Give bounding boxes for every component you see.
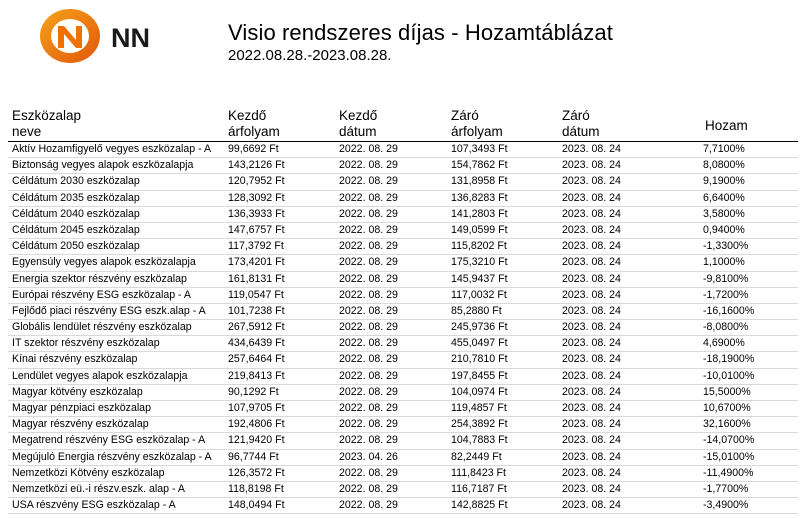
start-price-cell: 434,6439 Ft [228,337,285,350]
end-price-cell: 455,0497 Ft [451,337,508,350]
start-date-cell: 2022. 08. 29 [339,418,398,431]
table-row [8,336,798,352]
table-row [8,223,798,239]
start-price-cell: 99,6692 Ft [228,143,279,155]
return-cell: 10,6700% [703,402,751,414]
end-date-cell: 2023. 08. 24 [562,450,621,463]
table-row [8,288,798,304]
return-cell: 0,9400% [703,223,745,236]
start-price-cell: 121,9420 Ft [228,434,285,447]
end-price-cell: 131,8958 Ft [451,175,508,188]
start-price-cell: 120,7952 Ft [228,175,285,188]
fund-name-cell: Lendület vegyes alapok eszközalapja [12,369,188,382]
start-date-cell: 2022. 08. 29 [339,191,398,204]
start-price-cell: 143,2126 Ft [228,159,285,172]
start-date-cell: 2022. 08. 29 [339,159,398,172]
return-cell: -14,0700% [703,434,755,447]
fund-name-cell: Megújuló Energia részvény eszközalap - A [12,450,212,463]
fund-name-cell: Megatrend részvény ESG eszközalap - A [12,434,206,447]
col-header-return: Hozam [705,118,748,133]
end-date-cell: 2023. 08. 24 [562,175,621,188]
return-cell: -1,3300% [703,240,749,253]
end-date-cell: 2023. 08. 24 [562,256,621,269]
brand-wordmark: NN [111,23,150,53]
start-date-cell: 2022. 08. 29 [339,207,398,220]
table-row [8,466,798,482]
end-date-cell: 2023. 08. 24 [562,240,621,253]
start-date-cell: 2022. 08. 29 [339,466,398,479]
fund-name-cell: Energia szektor részvény eszközalap [12,272,187,285]
fund-name-cell: Céldátum 2040 eszközalap [12,207,140,220]
start-date-cell: 2022. 08. 29 [339,482,398,495]
table-row [8,385,798,401]
table-row [8,142,798,158]
fund-name-cell: Kínai részvény eszközalap [12,353,138,366]
fund-name-cell: Globális lendület részvény eszközalap [12,321,192,334]
table-row [8,304,798,320]
return-cell: -16,1600% [703,304,755,317]
start-date-cell: 2022. 08. 29 [339,223,398,236]
end-price-cell: 82,2449 Ft [451,450,502,463]
table-row [8,352,798,368]
end-price-cell: 111,8423 Ft [451,466,506,479]
start-price-cell: 161,8131 Ft [228,272,285,285]
fund-name-cell: Egyensúly vegyes alapok eszközalapja [12,256,196,269]
table-row [8,239,798,255]
start-date-cell: 2022. 08. 29 [339,499,398,512]
start-price-cell: 117,3792 Ft [228,240,284,253]
start-price-cell: 148,0494 Ft [228,499,285,512]
end-price-cell: 116,7187 Ft [451,482,507,495]
table-row [8,207,798,223]
table-body [8,142,798,514]
return-cell: -1,7200% [703,288,749,301]
return-cell: -18,1900% [703,353,755,366]
end-date-cell: 2023. 08. 24 [562,191,621,204]
return-cell: 3,5800% [703,207,745,220]
return-cell: -1,7700% [703,482,749,495]
end-date-cell: 2023. 08. 24 [562,402,621,414]
fund-name-cell: IT szektor részvény eszközalap [12,337,160,350]
end-date-cell: 2023. 08. 24 [562,499,621,512]
return-cell: 9,1900% [703,175,745,188]
fund-name-cell: Céldátum 2050 eszközalap [12,240,140,253]
start-price-cell: 118,8198 Ft [228,482,284,495]
nn-logo-icon [20,4,180,64]
return-cell: -3,4900% [703,499,749,512]
fund-name-cell: Nemzetközi eü.-i részv.eszk. alap - A [12,482,185,495]
start-date-cell: 2022. 08. 29 [339,272,398,285]
start-date-cell: 2022. 08. 29 [339,175,398,188]
table-row [8,498,798,514]
start-price-cell: 90,1292 Ft [228,385,279,398]
table-row [8,255,798,271]
start-date-cell: 2022. 08. 29 [339,240,398,253]
end-price-cell: 85,2880 Ft [451,304,502,317]
end-price-cell: 115,8202 Ft [451,240,507,253]
fund-name-cell: USA részvény ESG eszközalap - A [12,499,176,512]
end-price-cell: 210,7810 Ft [451,353,508,366]
table-row [8,272,798,288]
end-price-cell: 149,0599 Ft [451,223,508,236]
return-cell: -9,8100% [703,272,749,285]
start-price-cell: 136,3933 Ft [228,207,285,220]
end-price-cell: 254,3892 Ft [451,418,508,431]
start-price-cell: 257,6464 Ft [228,353,285,366]
table-row [8,450,798,466]
col-header-end-price: Záró árfolyam [451,108,503,139]
end-date-cell: 2023. 08. 24 [562,434,621,447]
start-date-cell: 2022. 08. 29 [339,143,398,155]
table-header [8,104,798,142]
fund-name-cell: Biztonság vegyes alapok eszközalapja [12,159,194,172]
return-cell: -10,0100% [703,369,755,382]
start-price-cell: 101,7238 Ft [228,304,285,317]
returns-table [8,104,798,514]
end-date-cell: 2023. 08. 24 [562,418,621,431]
end-price-cell: 107,3493 Ft [451,143,508,155]
end-date-cell: 2023. 08. 24 [562,223,621,236]
col-header-fund-name: Eszközalap neve [12,108,82,139]
return-cell: 8,0800% [703,159,745,172]
start-price-cell: 219,8413 Ft [228,369,285,382]
end-date-cell: 2023. 08. 24 [562,466,621,479]
col-header-start-price: Kezdő árfolyam [228,108,280,139]
start-price-cell: 128,3092 Ft [228,191,285,204]
end-date-cell: 2023. 08. 24 [562,321,621,334]
table-row [8,401,798,417]
col-header-end-date: Záró dátum [562,108,600,139]
start-price-cell: 147,6757 Ft [228,223,285,236]
return-cell: -8,0800% [703,321,749,334]
page-title: Visio rendszeres díjas - Hozamtáblázat [228,20,613,45]
start-date-cell: 2023. 04. 26 [339,450,398,463]
fund-name-cell: Céldátum 2035 eszközalap [12,191,140,204]
start-price-cell: 96,7744 Ft [228,450,279,463]
start-date-cell: 2022. 08. 29 [339,321,398,334]
table-row [8,369,798,385]
end-price-cell: 104,0974 Ft [451,385,508,398]
date-range: 2022.08.28.-2023.08.28. [228,47,392,64]
start-date-cell: 2022. 08. 29 [339,256,398,269]
table-row [8,320,798,336]
col-header-start-date: Kezdő dátum [339,108,378,139]
end-price-cell: 142,8825 Ft [451,499,508,512]
end-date-cell: 2023. 08. 24 [562,385,621,398]
fund-name-cell: Nemzetközi Kötvény eszközalap [12,466,165,479]
end-date-cell: 2023. 08. 24 [562,159,621,172]
table-row [8,482,798,498]
end-date-cell: 2023. 08. 24 [562,143,621,155]
table-row [8,158,798,174]
end-price-cell: 117,0032 Ft [451,288,507,301]
fund-name-cell: Magyar kötvény eszközalap [12,385,143,398]
end-price-cell: 104,7883 Ft [451,434,508,447]
return-cell: 6,6400% [703,191,745,204]
end-date-cell: 2023. 08. 24 [562,304,621,317]
end-price-cell: 197,8455 Ft [451,369,508,382]
return-cell: 4,6900% [703,337,745,350]
end-price-cell: 119,4857 Ft [451,402,507,414]
return-cell: 32,1600% [703,418,751,431]
start-price-cell: 126,3572 Ft [228,466,285,479]
start-price-cell: 173,4201 Ft [228,256,285,269]
end-price-cell: 154,7862 Ft [451,159,508,172]
table-row [8,433,798,449]
end-date-cell: 2023. 08. 24 [562,288,621,301]
end-date-cell: 2023. 08. 24 [562,207,621,220]
fund-name-cell: Aktív Hozamfigyelő vegyes eszközalap - A [12,143,212,155]
end-price-cell: 245,9736 Ft [451,321,508,334]
start-date-cell: 2022. 08. 29 [339,402,398,414]
fund-name-cell: Magyar pénzpiaci eszközalap [12,402,151,414]
start-date-cell: 2022. 08. 29 [339,369,398,382]
start-price-cell: 267,5912 Ft [228,321,285,334]
start-date-cell: 2022. 08. 29 [339,304,398,317]
start-date-cell: 2022. 08. 29 [339,385,398,398]
return-cell: -11,4900% [703,466,754,479]
start-price-cell: 192,4806 Ft [228,418,285,431]
fund-name-cell: Európai részvény ESG eszközalap - A [12,288,192,301]
start-date-cell: 2022. 08. 29 [339,288,398,301]
end-price-cell: 175,3210 Ft [451,256,508,269]
table-row [8,417,798,433]
end-date-cell: 2023. 08. 24 [562,369,621,382]
start-price-cell: 119,0547 Ft [228,288,284,301]
end-date-cell: 2023. 08. 24 [562,482,621,495]
start-date-cell: 2022. 08. 29 [339,353,398,366]
return-cell: -15,0100% [703,450,755,463]
end-date-cell: 2023. 08. 24 [562,353,621,366]
return-cell: 15,5000% [703,385,751,398]
end-price-cell: 145,9437 Ft [451,272,508,285]
start-date-cell: 2022. 08. 29 [339,337,398,350]
end-date-cell: 2023. 08. 24 [562,337,621,350]
start-date-cell: 2022. 08. 29 [339,434,398,447]
return-cell: 7,7100% [703,143,745,155]
table-row [8,174,798,190]
end-price-cell: 136,8283 Ft [451,191,508,204]
fund-name-cell: Magyar részvény eszközalap [12,418,149,431]
fund-name-cell: Céldátum 2030 eszközalap [12,175,140,188]
fund-name-cell: Céldátum 2045 eszközalap [12,223,140,236]
table-row [8,191,798,207]
return-cell: 1,1000% [703,256,745,269]
start-price-cell: 107,9705 Ft [228,402,285,414]
end-date-cell: 2023. 08. 24 [562,272,621,285]
fund-name-cell: Fejlődő piaci részvény ESG eszk.alap - A [12,304,206,317]
nn-logo [20,4,180,64]
end-price-cell: 141,2803 Ft [451,207,508,220]
